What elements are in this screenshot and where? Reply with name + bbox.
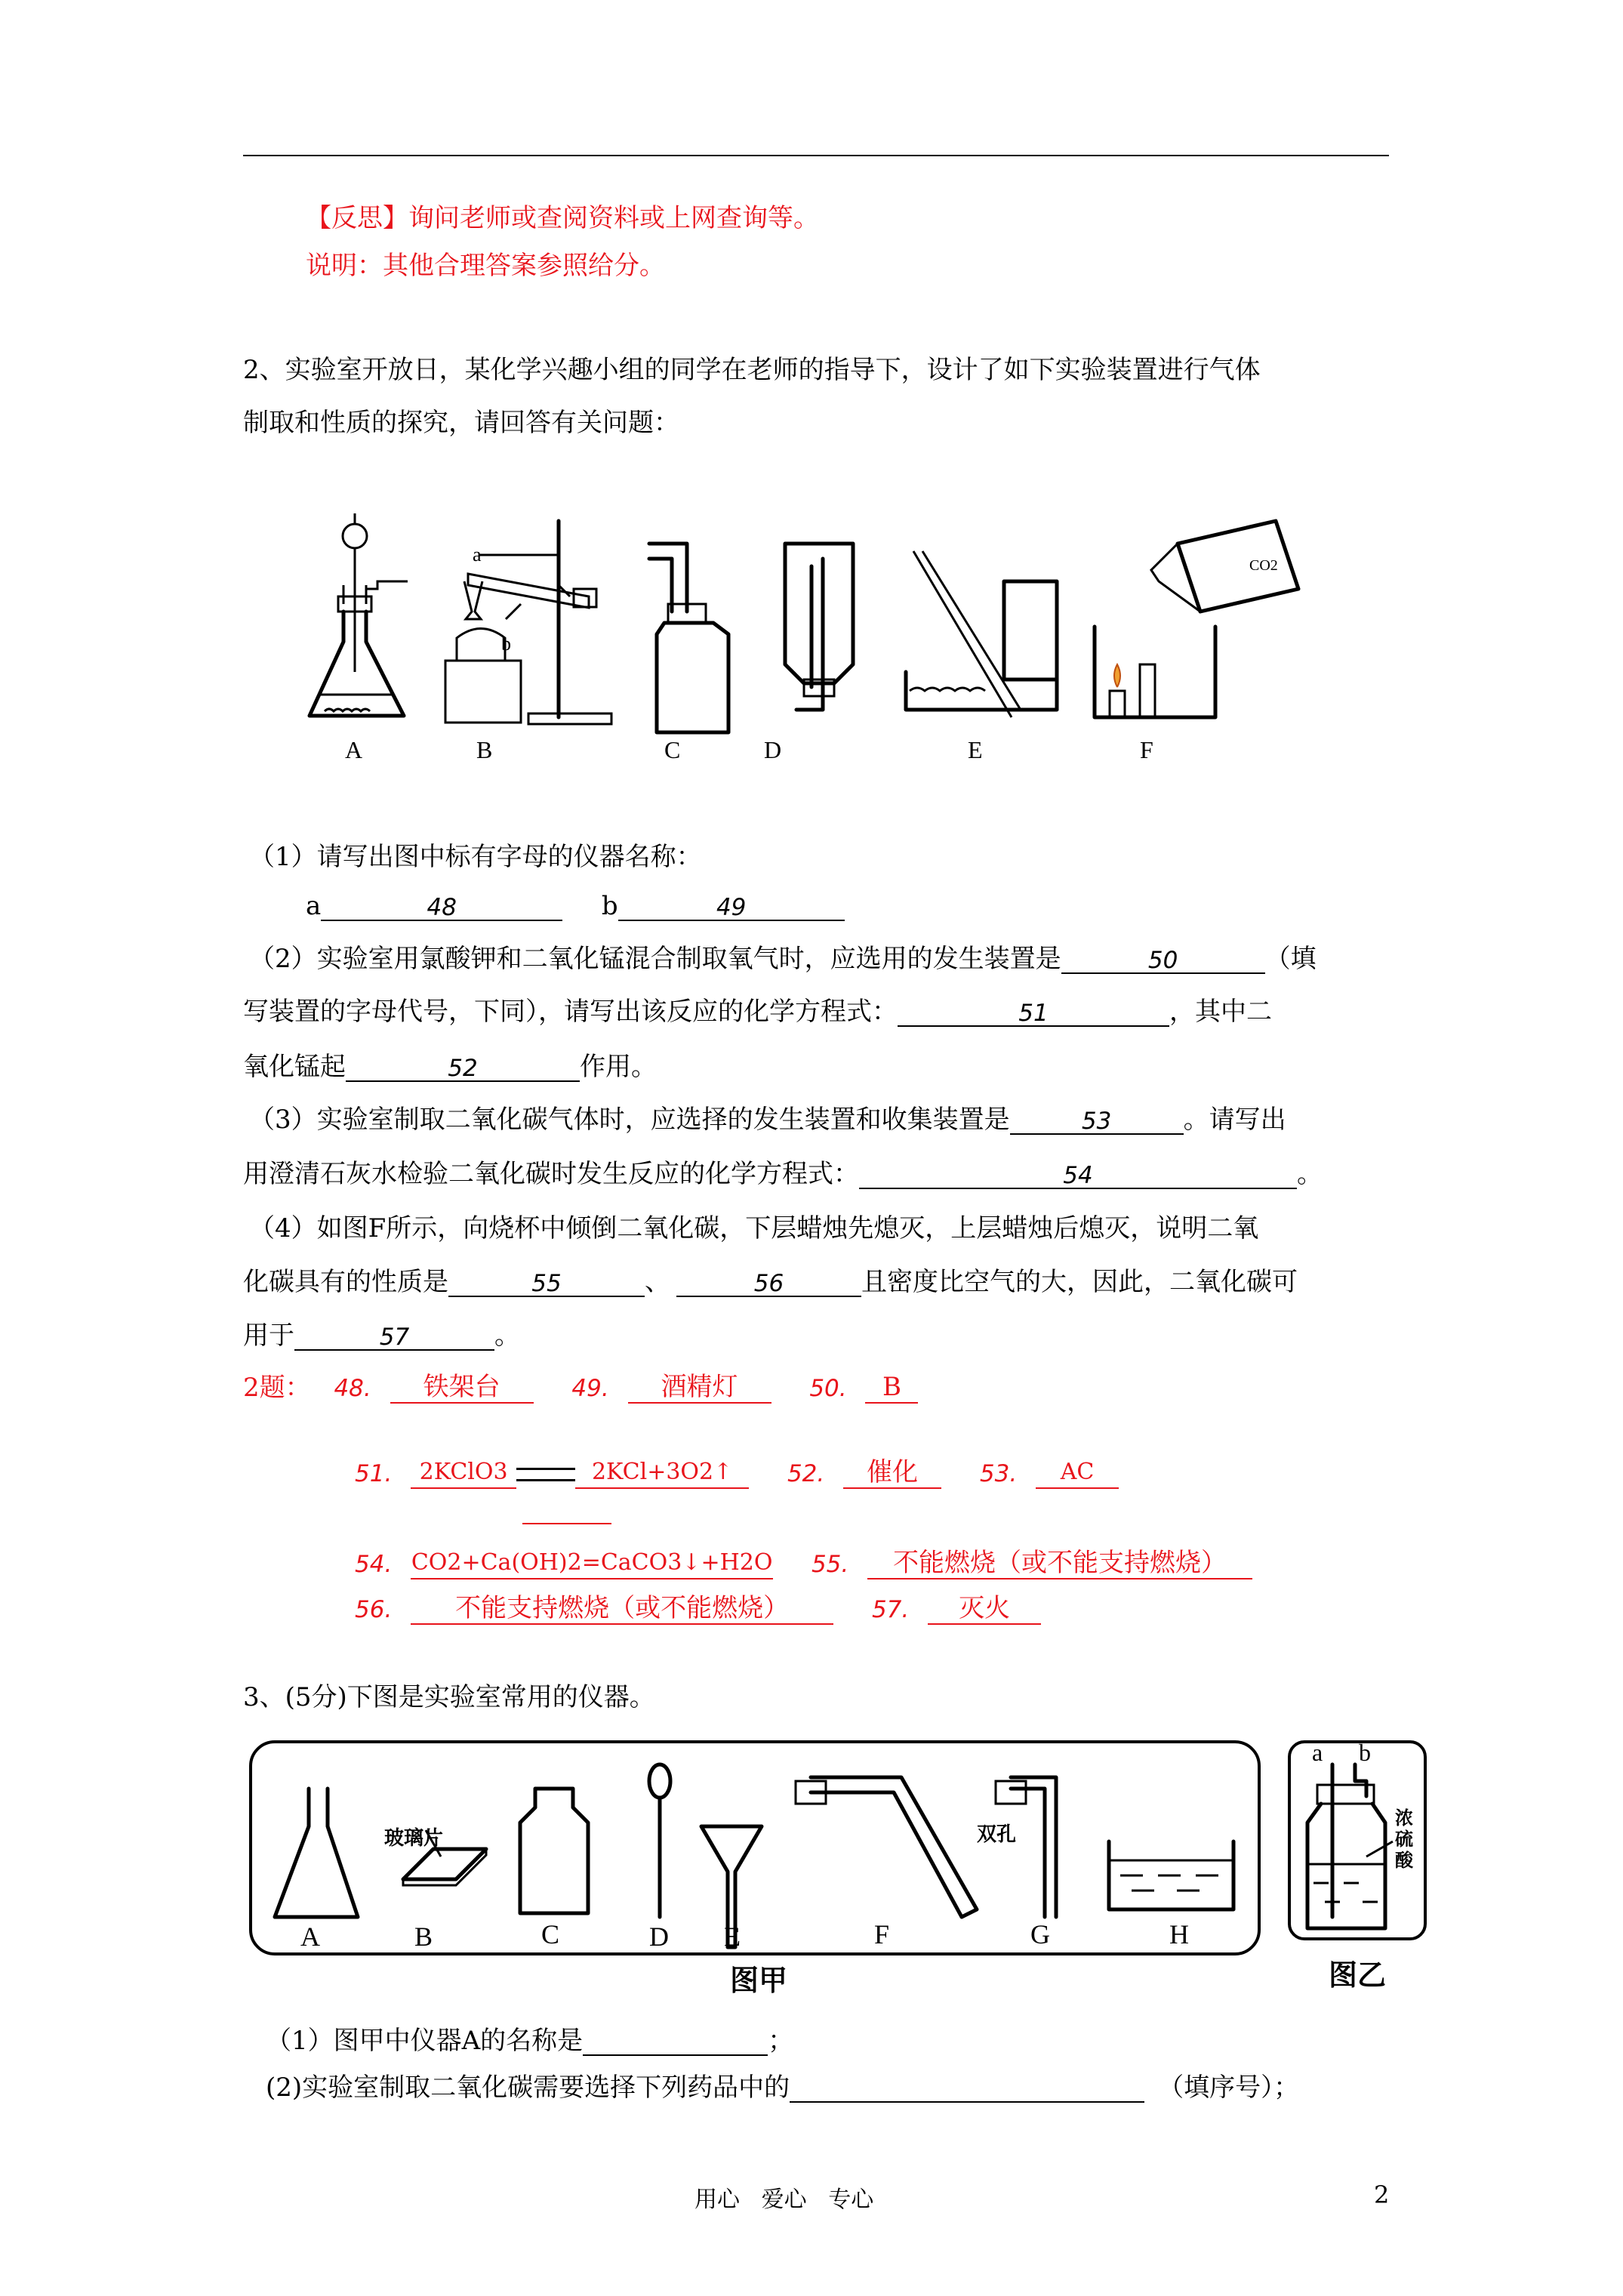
q3-figure-yi: [1288, 1740, 1427, 1940]
answer-num-50: 50.: [809, 1375, 847, 1402]
fig-label-b: B: [476, 736, 493, 763]
jia-d-pipette: [630, 1758, 690, 1932]
q2-intro-line2: 制取和性质的探究，请回答有关问题：: [243, 408, 679, 438]
q2-p4-line2-text: 化碳具有的性质是: [243, 1267, 448, 1297]
double-hole-label: 双孔: [977, 1823, 1017, 1846]
fig-label-d: D: [764, 736, 782, 763]
jia-label-h: H: [1169, 1919, 1189, 1949]
q2-p4-line1: （4）如图F所示，向烧杯中倾倒二氧化碳，下层蜡烛先熄灭，上层蜡烛后熄灭，说明二氧: [249, 1213, 1259, 1244]
q2-p4-line3-end: 。: [494, 1321, 520, 1351]
answer-num-55: 55.: [811, 1551, 849, 1578]
blank-48[interactable]: 48: [321, 892, 562, 921]
q2-p1-text: （1）请写出图中标有字母的仪器名称：: [249, 842, 702, 872]
equals-sign: [516, 1468, 575, 1481]
answer-49: 酒精灯: [628, 1372, 771, 1404]
acid-char-3: 酸: [1395, 1850, 1413, 1871]
answer-num-51: 51.: [355, 1460, 393, 1487]
q3-blank-2[interactable]: [790, 2074, 1144, 2103]
q3-p2-end: （填序号）；: [1158, 2073, 1300, 2103]
q2-p2-line2-text: 写装置的字母代号，下同），请写出该反应的化学方程式：: [243, 997, 898, 1027]
q2-p2-line3-text: 氧化锰起: [243, 1052, 346, 1082]
jia-label-e: E: [724, 1922, 741, 1952]
answer-num-56: 56.: [355, 1596, 393, 1623]
blank-57[interactable]: 57: [294, 1322, 494, 1351]
q3-p2-text: (2)实验室制取二氧化碳需要选择下列药品中的: [266, 2073, 790, 2103]
fig-label-a: A: [345, 736, 363, 763]
jia-h-trough: [1105, 1834, 1241, 1925]
apparatus-d-bottle: [770, 529, 868, 755]
blank-56[interactable]: 56: [676, 1268, 861, 1297]
q2-p3-line1-text: （3）实验室制取二氧化碳气体时，应选择的发生装置和收集装置是: [249, 1105, 1010, 1135]
mark-b: b: [501, 633, 511, 655]
caption-jia: 图甲: [730, 1964, 788, 1997]
answer-num-49: 49.: [571, 1375, 609, 1402]
q2-p3-line2: [243, 1159, 1323, 1189]
apparatus-e-trough: [906, 529, 1057, 755]
fig-label-f: F: [1140, 736, 1153, 763]
q2-p2-line2-end: ，其中二: [1169, 997, 1272, 1027]
acid-label: [1395, 1808, 1418, 1871]
q2-p3-line2-text: 用澄清石灰水检验二氧化碳时发生反应的化学方程式：: [243, 1159, 859, 1189]
label-b: b: [601, 891, 618, 921]
blank-50[interactable]: 50: [1061, 945, 1265, 974]
answer-52: 催化: [843, 1457, 941, 1489]
footer-motto: 用心 爱心 专心: [694, 2187, 874, 2213]
q2-p2-line3: [243, 1052, 657, 1082]
jia-label-c: C: [541, 1919, 560, 1949]
jia-label-b: B: [414, 1922, 433, 1952]
condition-line: [522, 1523, 611, 1524]
q2-p2-line1-text: （2）实验室用氯酸钾和二氧化锰混合制取氧气时，应选用的发生装置是: [249, 944, 1061, 974]
q2-p4-line3: [243, 1321, 520, 1351]
answer-num-54: 54.: [355, 1551, 393, 1578]
q2-p4-line2-end: 且密度比空气的大，因此，二氧化碳可: [861, 1267, 1298, 1297]
q2-p4-sep: 、: [645, 1267, 670, 1297]
apparatus-a-flask: [302, 513, 438, 740]
mark-a: a: [473, 544, 482, 566]
answers-row-3: [355, 1548, 1252, 1579]
q3-p1-text: （1）图甲中仪器A的名称是: [266, 2026, 584, 2056]
q2-p1-blanks: [306, 891, 845, 921]
answer-num-52: 52.: [787, 1460, 825, 1487]
q3-p1: [266, 2026, 793, 2056]
answer-num-53: 53.: [979, 1460, 1018, 1487]
apparatus-c-bottle: [642, 529, 755, 755]
jia-label-f: F: [874, 1919, 890, 1949]
q2-p4-line2: [243, 1267, 1298, 1297]
answer-51-right: 2KCl+3O2↑: [575, 1457, 749, 1489]
answer-48: 铁架台: [390, 1372, 534, 1404]
acid-char-1: 浓: [1395, 1808, 1413, 1829]
apparatus-b-stand: [438, 513, 619, 740]
fig-label-e: E: [968, 736, 983, 763]
answer-55: 不能燃烧（或不能支持燃烧）: [867, 1548, 1252, 1579]
co2-label: CO2: [1249, 557, 1278, 574]
header-rule: [243, 155, 1389, 156]
q2-p4-line3-text: 用于: [243, 1321, 294, 1351]
q2-p3-line1-end: 。请写出: [1183, 1105, 1286, 1135]
q2-p2-line3-end: 作用。: [580, 1052, 657, 1082]
glass-plate-label: 玻璃片: [384, 1827, 444, 1850]
yi-mark-b: b: [1359, 1739, 1371, 1766]
answers-head: 2题：: [243, 1373, 311, 1403]
q2-apparatus-figure: [287, 498, 1359, 740]
q2-p2-line2: [243, 997, 1272, 1027]
yi-mark-a: a: [1312, 1739, 1323, 1766]
q2-p3-line1: [249, 1105, 1286, 1135]
q3-p2: [266, 2073, 1299, 2103]
q2-p2-line1: [249, 944, 1317, 974]
answer-num-48: 48.: [334, 1375, 371, 1402]
jia-label-a: A: [300, 1922, 320, 1952]
fig-label-c: C: [664, 736, 681, 763]
blank-53[interactable]: 53: [1010, 1106, 1184, 1135]
scoring-note: 说明：其他合理答案参照给分。: [306, 251, 665, 281]
q2-p2-line1-end: （填: [1264, 944, 1317, 974]
answers-row-4: [355, 1593, 1041, 1625]
q3-p1-end: ；: [768, 2026, 794, 2056]
reflection-line: 【反思】询问老师或查阅资料或上网查询等。: [306, 203, 819, 233]
jia-c-bottle: [509, 1774, 599, 1925]
answer-num-57: 57.: [871, 1596, 910, 1623]
answer-54: CO2+Ca(OH)2=CaCO3↓+H2O: [411, 1548, 773, 1579]
blank-49[interactable]: 49: [618, 892, 845, 921]
q3-figure-jia: [249, 1740, 1261, 1955]
q2-intro-line1: 2、实验室开放日，某化学兴趣小组的同学在老师的指导下，设计了如下实验装置进行气体: [243, 355, 1261, 385]
answers-row-2: [355, 1457, 1119, 1489]
blank-51[interactable]: 51: [898, 998, 1169, 1027]
caption-yi: 图乙: [1329, 1959, 1387, 1992]
apparatus-f-beaker: [1079, 513, 1306, 740]
blank-54[interactable]: 54: [859, 1160, 1297, 1189]
jia-f-tube: [788, 1758, 984, 1932]
jia-label-d: D: [649, 1922, 669, 1952]
q3-blank-1[interactable]: [583, 2027, 768, 2056]
jia-a-flask: [267, 1781, 373, 1932]
answer-53: AC: [1036, 1457, 1119, 1489]
jia-label-g: G: [1030, 1919, 1050, 1949]
page-number: 2: [1374, 2180, 1390, 2209]
acid-char-2: 硫: [1395, 1829, 1413, 1850]
answer-50: B: [865, 1372, 918, 1404]
q2-p3-line2-end: 。: [1297, 1159, 1323, 1189]
blank-52[interactable]: 52: [346, 1053, 580, 1082]
answer-56: 不能支持燃烧（或不能燃烧）: [411, 1593, 833, 1625]
answers-row-1: [243, 1372, 918, 1404]
label-a: a: [306, 891, 322, 921]
q3-intro: 3、(5分)下图是实验室常用的仪器。: [243, 1682, 655, 1712]
answer-57: 灭火: [928, 1593, 1041, 1625]
answer-51-left: 2KClO3: [411, 1457, 516, 1489]
blank-55[interactable]: 55: [448, 1268, 645, 1297]
